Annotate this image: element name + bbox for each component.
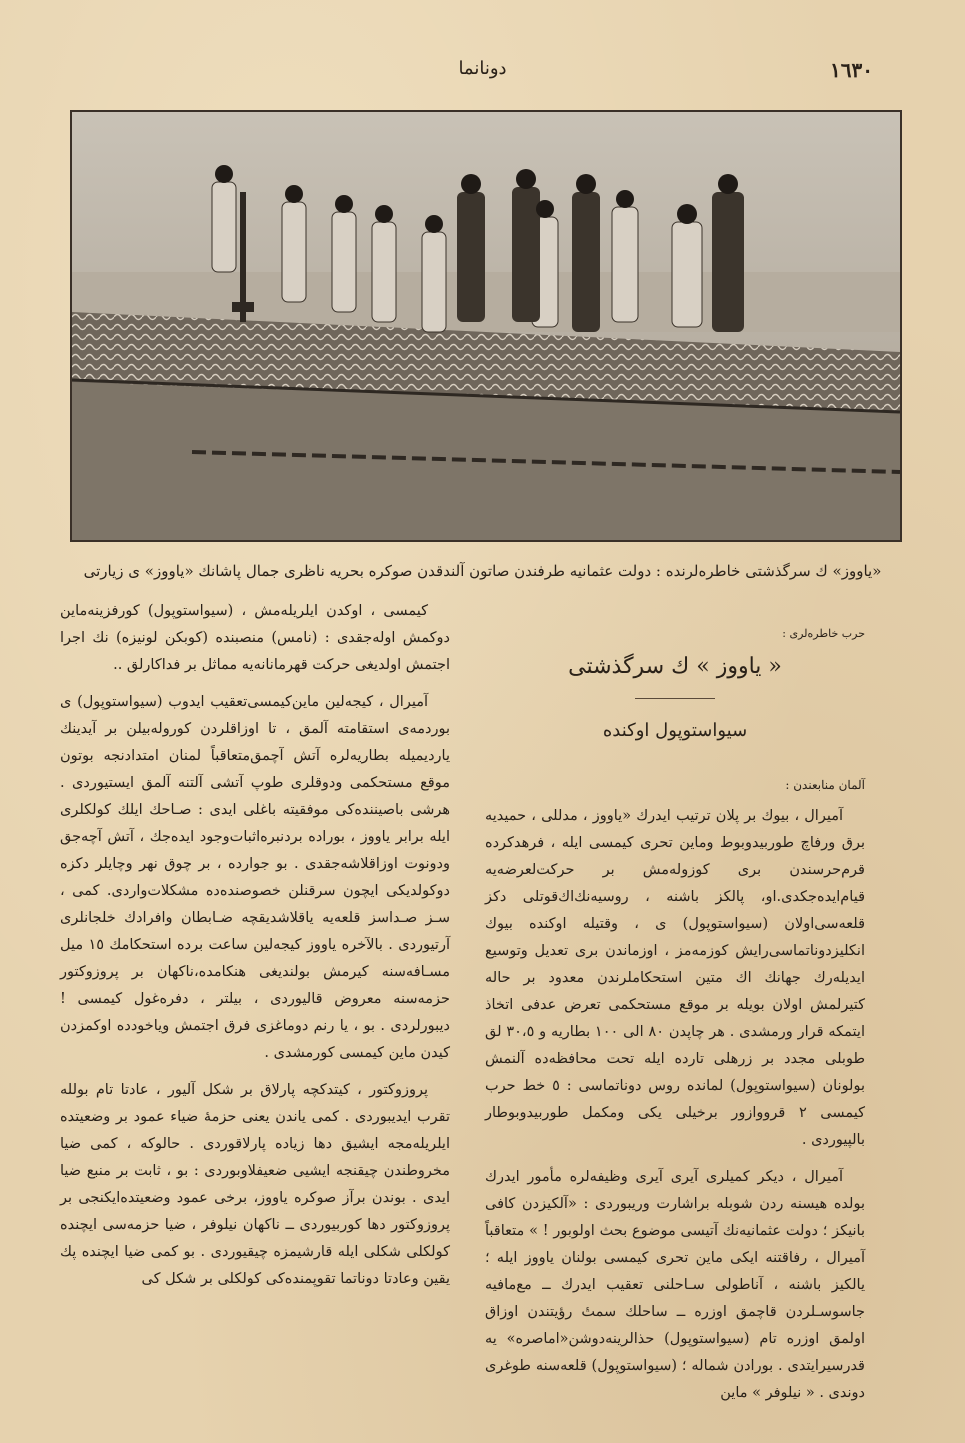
page-number: ١٦٣٠ — [830, 58, 873, 82]
paragraph: آمیرال ، كیجه‌لین ماین‌كیمسی‌تعقیب ایدوب (سیواستوپول) ی بوردمه‌ی استقامته آلمق ، تا اوزاقلردن كوروله‌بیلن بر آیدینك یاردیمیله بطاریه‌لره آتش آچمق‌متعاقباً لمنان امتدادنجه بوتون موقع مستحكمی ودوقلری طوپ آتشی آلتنه آلمق ایستیوردی . هرشی باصیننده‌كی موفقیته باغلی ایدی : صـاحك ایلك كولكلری ایله برابر یاووز ، بوراده بردنبره‌اثبات‌وجود ایده‌جك ، آتش آچه‌جق ودونوت اوزاقلاشه‌جقدی . بو جوارده ، بر چوق نهر وچایلر دكزه دوكولدیكی ایچون سرقنلن خصوصنده‌ده مشكلات‌واردی. كمی ، سـز صـداسز قلعه‌یه یاقلاشدیقچه ضـابطان وافرادك خلجانلری آرتیوردی . بالآخره یاووز كیجه‌لین ساعت برده استحكامك ١٥ میل مسـافه‌سنه كیرمش بولندیغی هنكامده،ناكهان بر پروزوكتور حزمه‌سنه معروض قالیوردی ، بیلتر ، دفره‌غول كیمسی ! دیبورلردی . بو ، یا رنم دوماغزی فرق اجتمش ویاخودده اوكمزدن كیدن ماین كیمسی كورمشدی . — [60, 694, 450, 1061]
paragraph: كیمسی ، اوكدن ایلریله‌مش ، (سیواستوپول) كورفزینه‌ماین دوكمش اوله‌جقدی : (نامس) منصبنده (كوبكن لونیزه) نك اجرا اجتمش اولدیغی حركت قهرمانانه‌یه مماثل بر فداكارلق .. — [60, 603, 450, 673]
article-source: آلمان منابعندن : — [785, 778, 865, 792]
photo-caption: «یاووز» ك سرگذشتی خاطره‌لرنده : دولت عثمانیه طرفندن صاتون آلندقدن صوكره بحریه ناظری جمال پاشانك «یاووز» ی زیارتی — [83, 562, 882, 580]
paragraph: آمیرال ، دیكر كمیلری آیری آیری وظیفه‌لره مأمور ایدرك بولده هیسنه ردن شوبله براشارت وریبوردی : «آلكیزدن كافی بانیكز ؛ دولت عثمانیه‌نك آتیسی موضوع بحث اولوبور ! » متعاقباً آمیرال ، رفاقتنه ایكی ماین تحری كیمسی بولنان یاووز ایله ؛ یالكیز باشنه ، آناطولی سـاحلنی تعقیب ایدرك ــ مع‌مافیه جاسوسـلردن قاچمق اوزره ــ ساحلك سمتٔ رؤیتندن اوزاق اولمق اوزره تام (سیواستوپول) حذالرینه‌دوشن‌«اماصره» یه قدرسیرایتدی . بورادن شماله ؛ (سیواستوپول) قلعه‌سنه طوغری دوندی . « نیلوفر » ماین — [485, 1169, 865, 1401]
journal-name: دونانما — [458, 58, 507, 79]
paragraph: آمیرال ، بیوك بر پلان ترتیب ایدرك «یاووز ، مدللی ، حمیدیه برق ورفاچ طوربیدوبوط وماین تحری كیمسی ایله ، فرهدكرده قرم‌حرسندن بری كوزوله‌مش بر حركت‌لعرضه‌یه قیام‌ایده‌جكدی.او، پالكز باشنه ، روسیه‌نك‌اك‌قوتلی دكز قلعه‌سی‌اولان (سیواستوپول) ی ، وقتیله اوكنده بیوك انكلیزدوناتماسی‌رایش كوزمه‌مز ، اوزماندن بری تعدیل وتوسیع ایدیله‌رك جهانك اك متین استحكاملرندن معدود بر حاله كتیرلمش اولان بو‌یله بر موقع مستحكمی تعرض عدفی اتخاذ ایتمكه قرار ورمشدی . هر چاپدن ٨٠ الی ١٠٠ بطاریه و ٣٠،٥ لق طوبلی مجدد بر زرهلی تارده ایله تحت محافظه‌ده آلنمش بولونان (سیواستوپول) لمانده روس دوناتماسی : ٥ خط حرب كیمسی ٢ قرووازور برخیلی یكی ومكمل طوربیدوبوطار بالپیوردی . — [485, 808, 865, 1148]
title-divider — [635, 698, 715, 699]
article-subtitle: سیواستوپول اوكنده — [602, 720, 748, 741]
photo-illustration — [72, 112, 900, 540]
paragraph: پروزوكتور ، كیتدكچه پارلاق بر شكل آلیور ، عادتا تام بولله تقرب ایدیبوردی . كمی یاندن یعنی حزمهٔ ضیاء عمود بر وضعیتده ایلریله‌مجه ایشیق دها زیاده پارلاقوردی . حالوكه ، كمی ضیا مخروطندن چیقنجه ایشیی ضعیفلاوبوردی : بو ، ثابت بر منبع ضیا ایدی . بوندن برآز صوكره یاووز، برخی عمود وضعیتده‌ایكنجی بر پروزوكتور دها كوربیوردی ــ ناكهان نیلوفر ، ضیا حزمه‌سی ایچنده كولكلی شكلی ایله قارشیمزه چیقیوردی . بو كمی ضیا ایچنده پك یقین وعادتا دوناتما تقوپمنده‌كی كولكلی بر شكل كی — [60, 1082, 450, 1287]
article-right-column — [485, 620, 865, 1417]
article-title: « یاووز » ك سرگذشتی — [568, 654, 782, 679]
photograph — [70, 110, 902, 542]
page-header — [60, 58, 905, 88]
section-tag: حرب خاطره‌لری : — [782, 627, 865, 640]
article-left-column — [60, 598, 450, 1303]
